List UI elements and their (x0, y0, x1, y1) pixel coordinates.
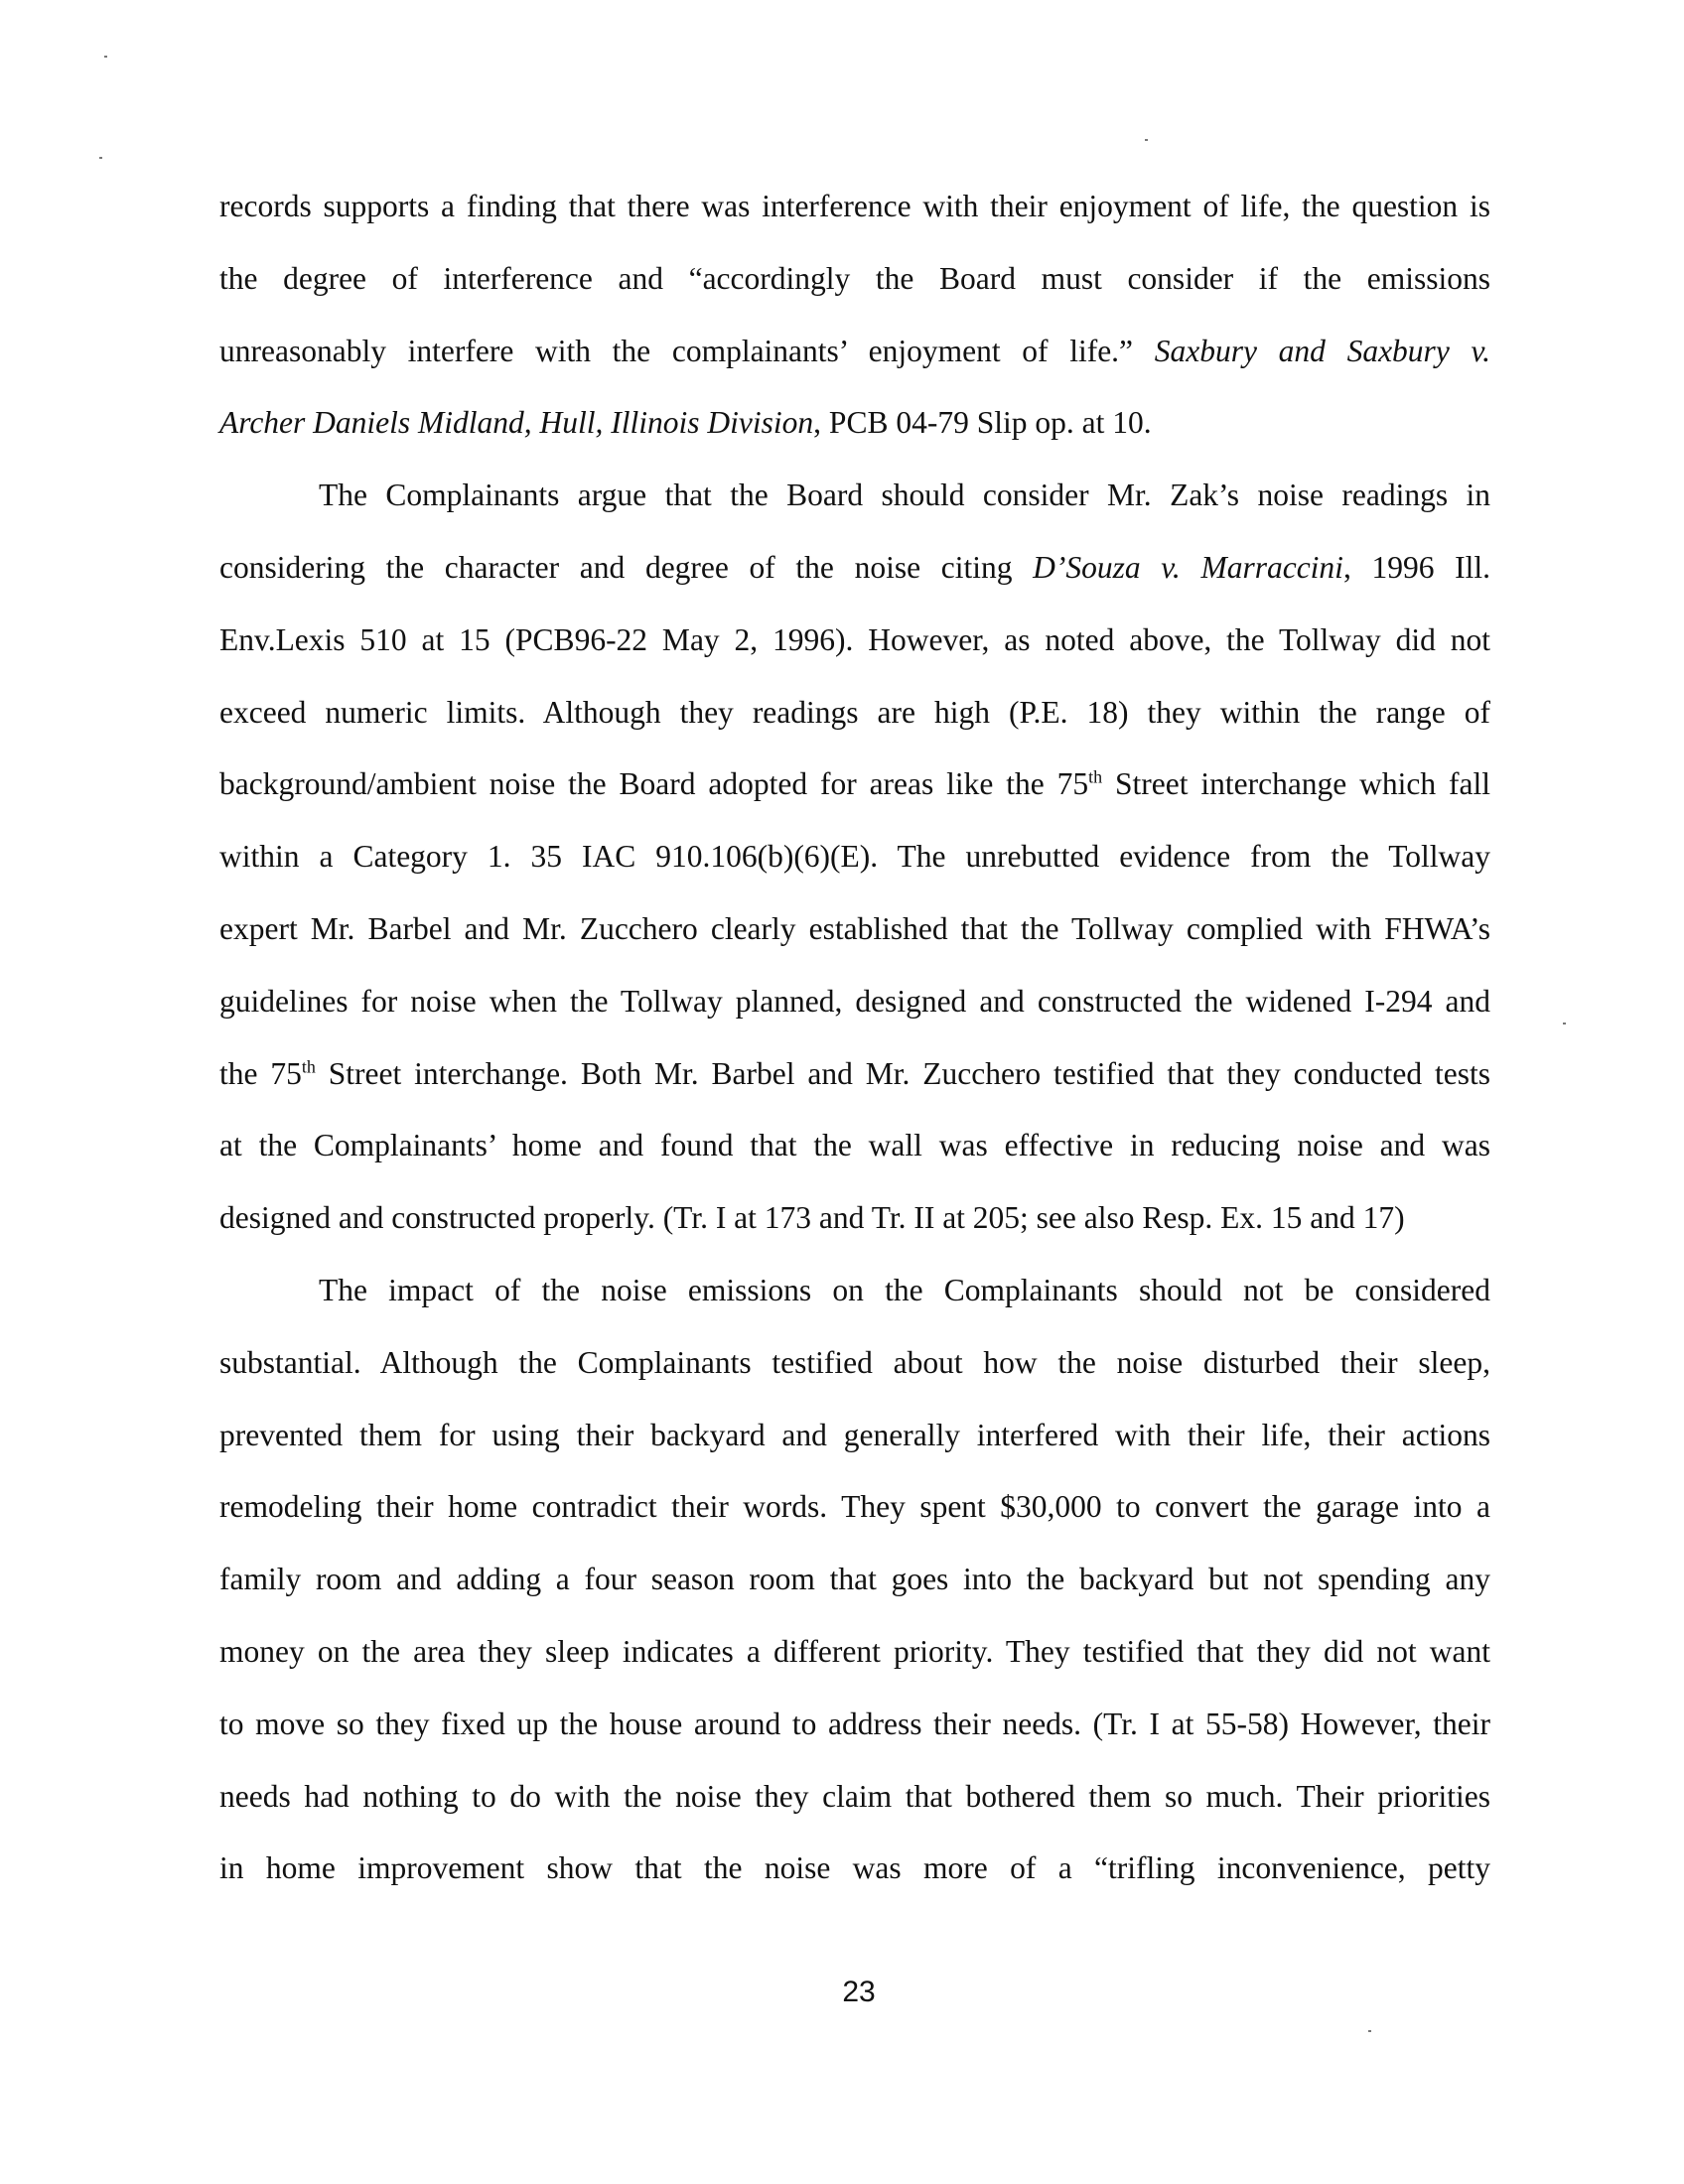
scan-speck (1563, 1023, 1566, 1024)
scan-speck (1368, 2030, 1371, 2032)
page-number: 23 (842, 1976, 876, 2008)
line-text: family room and adding a four season room that goes into the backyard but not spending any (219, 1562, 1490, 1597)
line-text: money on the area they sleep indicates a different priority. They testified that they did not want (219, 1633, 1490, 1669)
line-text: The Complainants argue that the Board should consider Mr. Zak’s noise readings in (319, 478, 1490, 513)
paragraph-line (219, 677, 1490, 750)
paragraph-line (219, 605, 1490, 677)
paragraph-line (219, 1038, 1490, 1111)
paragraph-line (219, 243, 1490, 316)
paragraph-line (219, 1544, 1490, 1616)
paragraph-line (219, 387, 1490, 460)
paragraph-line (219, 460, 1490, 532)
ordinal-superscript: th (1088, 766, 1103, 787)
line-text: at the Complainants’ home and found that the wall was effective in reducing noise and was (219, 1128, 1490, 1163)
paragraph-line (219, 316, 1490, 388)
body-text (219, 171, 1490, 1905)
paragraph-line (219, 532, 1490, 605)
paragraph-line (219, 1327, 1490, 1400)
line-text: considering the character and degree of the noise citing (219, 549, 1034, 585)
line-text: Street interchange which fall (1102, 766, 1490, 802)
scan-speck (99, 157, 102, 159)
case-citation: D’Souza v. Marraccini (1033, 549, 1343, 585)
paragraph-line (219, 1689, 1490, 1761)
paragraph-line (219, 749, 1490, 821)
paragraph-line (219, 1761, 1490, 1834)
line-text: within a Category 1. 35 IAC 910.106(b)(6)(E). The unrebutted evidence from the Tollway (219, 839, 1490, 875)
line-text: needs had nothing to do with the noise they claim that bothered them so much. Their priorities (219, 1778, 1490, 1814)
line-text: the 75 (219, 1055, 302, 1091)
line-text: designed and constructed properly. (Tr. I at 173 and Tr. II at 205; see also Resp. Ex. 15 and 17) (219, 1200, 1405, 1236)
paragraph-line (219, 1616, 1490, 1689)
paragraph-line (219, 1833, 1490, 1905)
line-text: the degree of interference and “accordingly the Board must consider if the emissions (219, 260, 1490, 296)
line-text: to move so they fixed up the house around to address their needs. (Tr. I at 55-58) However, their (219, 1706, 1490, 1741)
line-text: The impact of the noise emissions on the Complainants should not be considered (319, 1272, 1490, 1307)
paragraph-line (219, 893, 1490, 966)
line-text: remodeling their home contradict their words. They spent $30,000 to convert the garage into a (219, 1489, 1490, 1525)
line-text: guidelines for noise when the Tollway planned, designed and constructed the widened I-294 and (219, 983, 1490, 1019)
line-text: , PCB 04-79 Slip op. at 10. (813, 405, 1152, 441)
line-text: records supports a finding that there was interference with their enjoyment of life, the question is (219, 189, 1490, 223)
line-text: Env.Lexis 510 at 15 (PCB96-22 May 2, 1996). However, as noted above, the Tollway did not (219, 621, 1490, 657)
scan-speck (104, 56, 107, 58)
paragraph-line (219, 966, 1490, 1038)
line-text: background/ambient noise the Board adopted for areas like the 75 (219, 766, 1089, 802)
line-text: expert Mr. Barbel and Mr. Zucchero clearly established that the Tollway complied with FHWA’s (219, 910, 1490, 946)
line-text: Street interchange. Both Mr. Barbel and Mr. Zucchero testified that they conducted tests (315, 1055, 1490, 1091)
paragraph-line (219, 1255, 1490, 1327)
case-citation: Archer Daniels Midland, Hull, Illinois Division (219, 405, 814, 441)
paragraph-line (219, 171, 1490, 243)
paragraph-line (219, 1110, 1490, 1182)
ordinal-superscript: th (301, 1056, 316, 1077)
line-text: in home improvement show that the noise was more of a “trifling inconvenience, petty (219, 1850, 1490, 1886)
scan-speck (1145, 139, 1148, 141)
line-text: exceed numeric limits. Although they readings are high (P.E. 18) they within the range of (219, 694, 1490, 730)
paragraph-line (219, 1471, 1490, 1544)
case-citation: Saxbury and Saxbury v. (1154, 333, 1490, 368)
paragraph-line (219, 1182, 1490, 1255)
line-text: , 1996 Ill. (1342, 549, 1490, 585)
paragraph-line (219, 1400, 1490, 1472)
paragraph-line (219, 821, 1490, 893)
line-text: substantial. Although the Complainants testified about how the noise disturbed their sleep, (219, 1344, 1490, 1380)
line-text: unreasonably interfere with the complainants’ enjoyment of life.” (219, 333, 1155, 368)
line-text: prevented them for using their backyard and generally interfered with their life, their actions (219, 1417, 1490, 1452)
